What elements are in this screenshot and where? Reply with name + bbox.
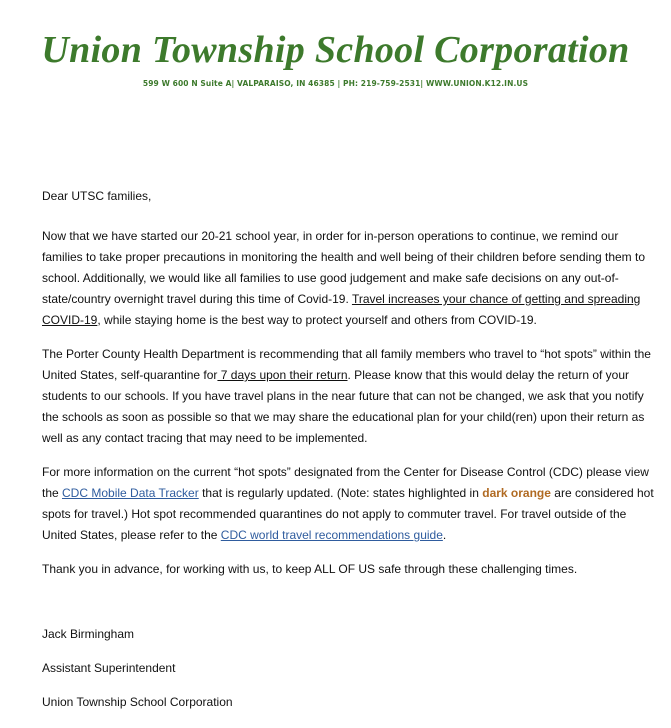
letterhead-title: Union Township School Corporation xyxy=(41,29,630,71)
dark-orange-highlight: dark orange xyxy=(482,486,551,500)
paragraph1-tail: , while staying home is the best way to protect yourself and others from COVID-19. xyxy=(97,313,537,327)
paragraph-more-information xyxy=(42,462,654,546)
paragraph-travel-precautions xyxy=(42,226,654,331)
signature-organization: Union Township School Corporation xyxy=(42,695,233,709)
signature-role: Assistant Superintendent xyxy=(42,661,176,675)
cdc-world-travel-guide-link[interactable]: CDC world travel recommendations guide xyxy=(220,528,443,542)
closing-paragraph: Thank you in advance, for working with us, to keep ALL OF US safe through these challenging times. xyxy=(42,562,578,576)
letter-body xyxy=(42,186,654,580)
paragraph2-after: . Please know that this would delay the return of your students to our schools. If you have travel plans in the near future that can not be changed, we ask that you notify the schools as soon as possible so that we may share the educational plan for your child(ren) upon their return as well as any contact tracing that may need to be implemented. xyxy=(42,368,645,445)
paragraph3-part4: . xyxy=(442,528,447,542)
signature-block xyxy=(42,626,233,728)
paragraph2-before: The Porter County Health Department is recommending that all family members who travel to “hot spots” within the United States, self-quarantine for xyxy=(42,347,651,382)
paragraph2-underlined: 7 days upon their return xyxy=(217,368,348,382)
paragraph3-part1: For more information on the current “hot spots” designated from the Center for Disease Control (CDC) please view the xyxy=(42,465,649,500)
signature-name: Jack Birmingham xyxy=(42,627,135,641)
paragraph3-part2: that is regularly updated. (Note: states highlighted in xyxy=(198,486,483,500)
paragraph1-text: Now that we have started our 20-21 school year, in order for in-person operations to continue, we remind our families to take proper precautions in monitoring the health and well being of their children before sending them to school. Additionally, we would like all families to use good judgement and make safe decisions on any out-of-state/country overnight travel during this time of Covid-19. xyxy=(42,229,646,306)
paragraph1-underlined: Travel increases your chance of getting and spreading COVID-19 xyxy=(42,292,641,327)
cdc-mobile-data-tracker-link[interactable]: CDC Mobile Data Tracker xyxy=(62,486,199,500)
greeting: Dear UTSC families, xyxy=(42,189,152,203)
paragraph-health-department xyxy=(42,344,654,449)
paragraph3-part3: are considered hot spots for travel.) Hot spot recommended quarantines do not apply to commuter travel. For travel outside of the United States, please refer to the xyxy=(42,486,654,542)
letterhead-address: 599 W 600 N Suite A| VALPARAISO, IN 46385 | PH: 219-759-2531| WWW.UNION.K12.IN.US xyxy=(142,79,529,88)
